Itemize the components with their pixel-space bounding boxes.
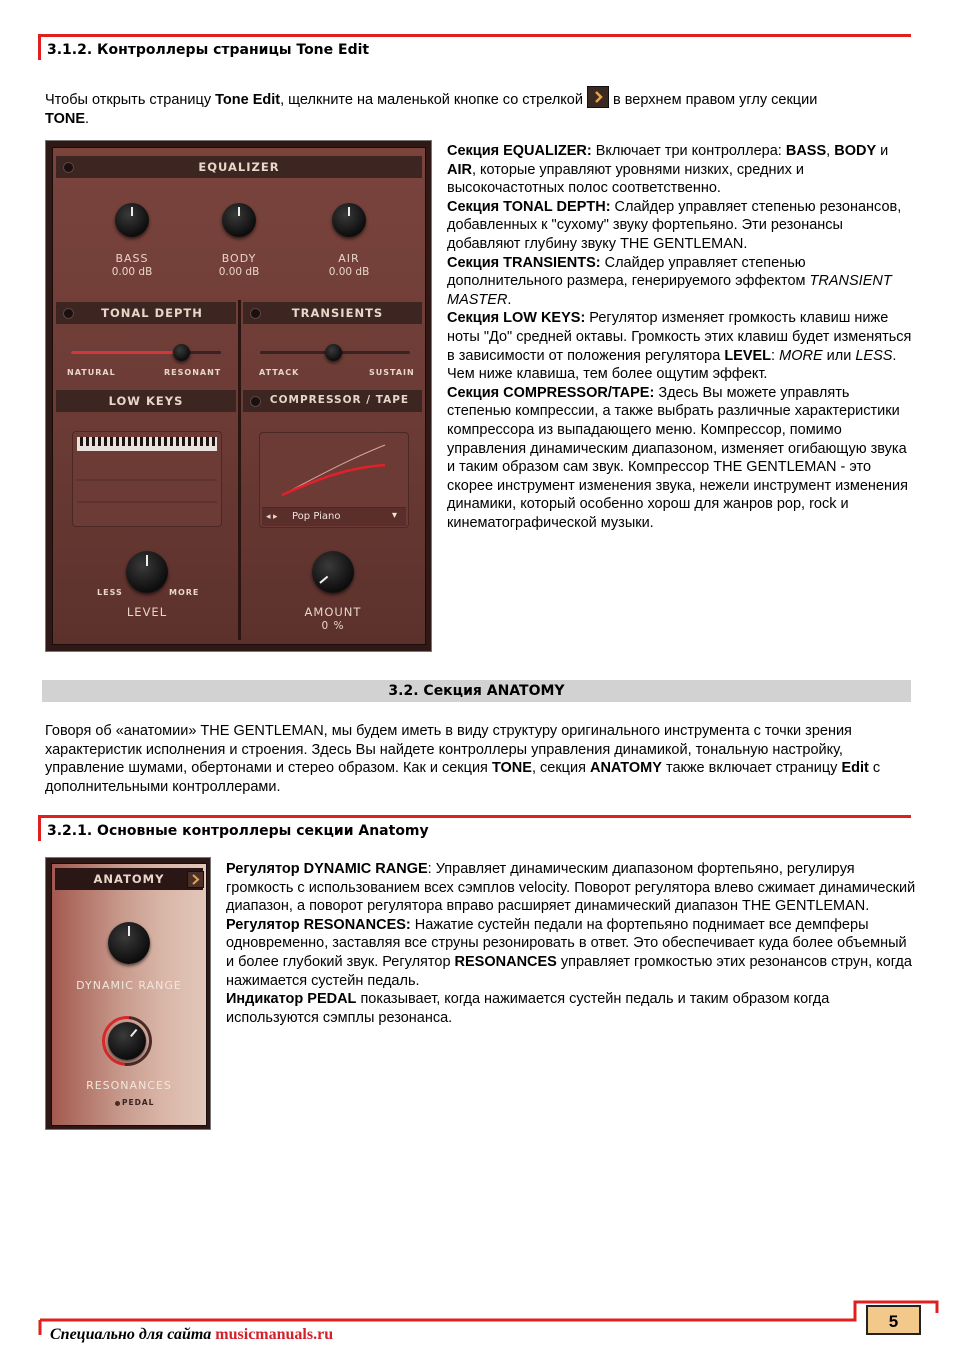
bass-value: 0.00 dB [111, 266, 153, 278]
more-label: MORE [169, 588, 200, 597]
preset-dropdown[interactable] [262, 507, 406, 526]
res-desc-resonances: RESONANCES [454, 953, 557, 970]
compressor-header [243, 390, 422, 412]
transients-desc-end: . [507, 291, 512, 308]
anatomy-intro-tone: TONE [491, 760, 532, 777]
footer-site-link[interactable]: musicmanuals.ru [215, 1326, 334, 1343]
heading-3-2-text: 3.2. Секция ANATOMY [388, 683, 565, 699]
air-label: AIR [338, 252, 360, 265]
tonal-depth-slider-handle[interactable] [173, 344, 190, 361]
eq-desc-bass: BASS [785, 143, 827, 159]
chevron-down-icon[interactable]: ▾ [392, 510, 398, 521]
keyboard-graphic [73, 432, 221, 526]
lowkeys-desc-text-1: Регулятор изменяет громкость клавиш ниже ноты "До" средней октавы. Громкость этих клавиш будет изменяться в зависимости от положения регулятора [447, 310, 912, 364]
chevron-right-icon [188, 872, 203, 887]
section-heading-3-2-1 [38, 815, 911, 841]
amount-value: 0 % [321, 620, 345, 632]
pedal-desc-heading: Индикатор PEDAL [226, 991, 357, 1008]
equalizer-header [56, 156, 422, 178]
pedal-desc-text: показывает, когда нажимается сустейн педаль и таким образом когда используются сэмплы резонанса. [226, 991, 830, 1026]
comp-desc-heading: Секция COMPRESSOR/TAPE: [447, 384, 655, 401]
anatomy-descriptions [226, 860, 916, 1027]
anatomy-intro-text-2: , секция [531, 760, 590, 777]
anatomy-intro-text-3: также включает страницу [661, 760, 842, 777]
level-label: LEVEL [126, 605, 168, 619]
section-heading-3-2 [42, 680, 911, 702]
dyn-desc-text: : Управляет динамическим диапазоном фортепьяно, регулируя громкость с использованием всех сэмплов velocity. Поворот регулятора влево сжимает динамический диапазон, а поворот регулятора вправо расширяет динамический диапазон THE GENTLEMAN. [226, 861, 916, 915]
sustain-label: SUSTAIN [369, 368, 415, 377]
air-value: 0.00 dB [328, 266, 370, 278]
eq-desc-text-3: и [876, 143, 889, 159]
transient-master-text: TRANSIENT MASTER [447, 273, 892, 308]
preset-name: Pop Piano [292, 511, 341, 522]
transients-desc-text: Слайдер управляет степенью дополнительного размера, генерируемого эффектом [447, 254, 810, 290]
transients-header [243, 302, 422, 324]
anatomy-intro-edit: Edit [841, 760, 869, 777]
transients-slider-handle[interactable] [325, 344, 342, 361]
anatomy-title: ANATOMY [93, 872, 165, 886]
anatomy-intro-anatomy: ANATOMY [589, 760, 662, 777]
anatomy-edit-arrow-button[interactable] [187, 871, 204, 888]
anatomy-intro-text-1: Говоря об «анатомии» THE GENTLEMAN, мы будем иметь в виду структуру оригинального инструмента с точки зрения характеристик исполнения и строения. Здесь Вы найдете контроллеры управления динамикой, тональную настройку, управление шумами, обертонами и стерео образом. Как и секция [45, 723, 852, 777]
tonal-depth-fill [71, 351, 181, 354]
low-keys-title: LOW KEYS [108, 394, 184, 408]
res-desc-heading: Регулятор RESONANCES: [226, 916, 411, 933]
lowkeys-desc-text-3: или [822, 347, 856, 364]
section-heading-3-1-2 [38, 34, 911, 60]
dynamic-range-label: DYNAMIC RANGE [76, 979, 182, 992]
res-desc-text-2: управляет громкостью этих резонансов струн, когда нажимается сустейн педаль. [226, 953, 912, 989]
eq-desc-text-4: , которые управляют уровнями низких, средних и высокочастотных полос соответственно. [447, 161, 804, 197]
intro-text-2: , щелкните на маленькой кнопке со стрелкой [280, 92, 583, 108]
tone-descriptions [447, 142, 913, 532]
intro-bold-tone-edit: Tone Edit [215, 92, 281, 108]
intro-text-4: . [85, 110, 90, 127]
bass-label: BASS [115, 252, 149, 265]
compressor-title: COMPRESSOR / TAPE [269, 394, 410, 406]
tonal-depth-title: TONAL DEPTH [101, 306, 203, 320]
page-number: 5 [888, 1312, 899, 1331]
page-number-box [866, 1305, 921, 1335]
body-label: BODY [221, 252, 257, 265]
eq-desc-heading: Секция EQUALIZER: [447, 143, 592, 159]
resonances-knob[interactable] [108, 1022, 146, 1060]
resonant-label: RESONANT [164, 368, 222, 377]
anatomy-body [51, 863, 207, 1126]
tonal-depth-header [56, 302, 236, 324]
resonances-label: RESONANCES [86, 1079, 172, 1092]
eq-desc-text-2: , [826, 143, 835, 159]
intro-paragraph [45, 86, 915, 128]
intro-text-3: в верхнем правом углу секции [609, 92, 818, 108]
pedal-indicator-led [115, 1101, 120, 1106]
less-label: LESS [97, 588, 123, 597]
low-keys-display [72, 431, 222, 527]
intro-text-1: Чтобы открыть страницу [45, 92, 216, 108]
attack-label: ATTACK [259, 368, 300, 377]
preset-arrows-icon[interactable]: ◂ ▸ [266, 511, 278, 521]
level-knob[interactable] [126, 551, 168, 593]
lowkeys-desc-less: LESS [855, 347, 893, 364]
amount-label: AMOUNT [304, 605, 362, 619]
transients-title: TRANSIENTS [291, 306, 384, 320]
tone-edit-body [52, 147, 426, 645]
comp-desc-text: Здесь Вы можете управлять степенью компрессии, а также выбрать различные характеристики компрессора из выпадающего меню. Компрессор, помимо управления динамическим диапазоном, изменяет огибающую звука и таким образом сам звук. Компрессор THE GENTLEMAN - это скорее инструмент изменения звука, нежели инструмент изменения динамики, который особенно хорош для жанров pop, rock и кинематографической музыки. [447, 384, 908, 531]
pedal-label: PEDAL [122, 1098, 155, 1107]
anatomy-intro-text-4: с дополнительными контроллерами. [45, 760, 881, 795]
air-knob[interactable] [332, 203, 366, 237]
lowkeys-desc-text-4: . Чем ниже клавиша, тем более ощутим эффект. [447, 347, 897, 383]
res-desc-text-1: Нажатие сустейн педали на фортепьяно поднимает все демпферы одновременно, заставляя все струны резонировать в ответ. Это обеспечивает куда более объемный и более глубокий звук. Регулятор [226, 916, 907, 970]
heading-text: 3.1.2. Контроллеры страницы Tone Edit [47, 42, 370, 58]
tone-edit-panel [45, 140, 432, 652]
heading-text: 3.2.1. Основные контроллеры секции Anatomy [47, 823, 429, 839]
lowkeys-desc-heading: Секция LOW KEYS: [447, 310, 586, 327]
footer-prefix: Специально для сайта [50, 1326, 216, 1343]
arrow-button-icon [587, 86, 609, 108]
column-divider [238, 300, 241, 640]
compressor-curve-display [259, 432, 409, 528]
dynamic-range-knob[interactable] [108, 922, 150, 964]
eq-desc-air: AIR [447, 161, 472, 178]
anatomy-intro-paragraph [45, 722, 915, 796]
amount-knob[interactable] [312, 551, 354, 593]
anatomy-panel [45, 857, 211, 1130]
tonal-desc-text: Слайдер управляет степенью резонансов, добавленных к "сухому" звуку фортепьяно. Эти резонансы добавляют глубину звуку THE GENTLEMAN. [447, 198, 902, 252]
lowkeys-desc-text-2: : [771, 347, 780, 364]
compressor-curve [260, 433, 408, 505]
equalizer-title: EQUALIZER [198, 160, 280, 174]
natural-label: NATURAL [67, 368, 116, 377]
tonal-desc-heading: Секция TONAL DEPTH: [447, 198, 611, 215]
intro-bold-tone: TONE [45, 110, 86, 127]
eq-desc-body: BODY [834, 143, 877, 159]
dyn-desc-heading: Регулятор DYNAMIC RANGE [226, 861, 428, 877]
body-value: 0.00 dB [218, 266, 260, 278]
lowkeys-desc-level: LEVEL [724, 347, 772, 364]
bass-knob[interactable] [115, 203, 149, 237]
footer-text [50, 1326, 333, 1344]
low-keys-header [56, 390, 236, 412]
transients-desc-heading: Секция TRANSIENTS: [447, 254, 601, 271]
anatomy-header [55, 868, 203, 890]
body-knob[interactable] [222, 203, 256, 237]
lowkeys-desc-more: MORE [779, 347, 823, 364]
eq-desc-text-1: Включает три контроллера: [591, 143, 786, 159]
